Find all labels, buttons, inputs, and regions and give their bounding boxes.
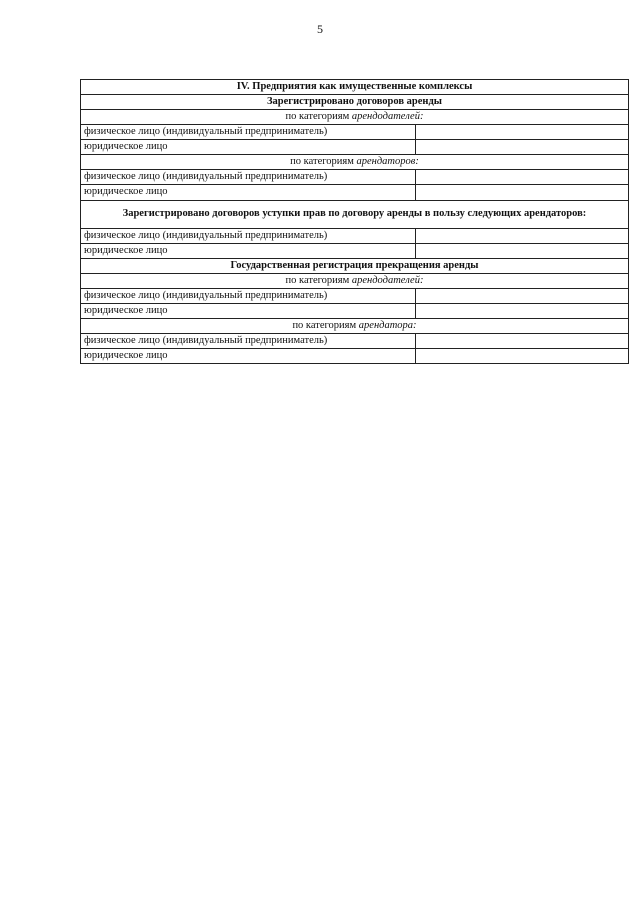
category-subheader	[81, 155, 629, 170]
row-value-cell	[416, 349, 629, 364]
table-row	[81, 303, 629, 318]
row-value-cell	[416, 140, 629, 155]
category-prefix: по категориям	[292, 319, 359, 331]
row-label: физическое лицо (индивидуальный предприниматель)	[81, 125, 416, 140]
row-label: юридическое лицо	[81, 140, 416, 155]
row-value-cell	[416, 185, 629, 200]
row-value-cell	[416, 170, 629, 185]
category-type: арендатора:	[358, 319, 417, 331]
section-header-row	[81, 95, 629, 110]
section-header-row	[81, 258, 629, 273]
category-subheader-row	[81, 110, 629, 125]
section-header-row	[81, 200, 629, 228]
row-label: юридическое лицо	[81, 349, 416, 364]
table-row	[81, 243, 629, 258]
row-label: физическое лицо (индивидуальный предприниматель)	[81, 170, 416, 185]
category-subheader	[81, 110, 629, 125]
category-type: арендаторов:	[356, 156, 419, 168]
table-row	[81, 349, 629, 364]
category-prefix: по категориям	[285, 274, 352, 286]
table-row	[81, 333, 629, 348]
category-prefix: по категориям	[285, 111, 352, 123]
row-label: юридическое лицо	[81, 185, 416, 200]
table-row	[81, 170, 629, 185]
category-subheader	[81, 318, 629, 333]
page-number: 5	[317, 22, 323, 36]
section-header: Зарегистрировано договоров уступки прав по договору аренды в пользу следующих арендаторов:	[81, 200, 629, 228]
table-row	[81, 140, 629, 155]
category-subheader	[81, 273, 629, 288]
row-value-cell	[416, 125, 629, 140]
section-header: Зарегистрировано договоров аренды	[81, 95, 629, 110]
section-header: IV. Предприятия как имущественные комплексы	[81, 80, 629, 95]
row-label: юридическое лицо	[81, 303, 416, 318]
section-header-row	[81, 80, 629, 95]
category-type: арендодателей:	[351, 274, 424, 286]
row-label: физическое лицо (индивидуальный предприниматель)	[81, 288, 416, 303]
row-label: юридическое лицо	[81, 243, 416, 258]
table-row	[81, 185, 629, 200]
row-value-cell	[416, 303, 629, 318]
category-subheader-row	[81, 155, 629, 170]
table-row	[81, 125, 629, 140]
section-header: Государственная регистрация прекращения аренды	[81, 258, 629, 273]
row-label: физическое лицо (индивидуальный предприниматель)	[81, 333, 416, 348]
row-value-cell	[416, 228, 629, 243]
table-row	[81, 228, 629, 243]
category-prefix: по категориям	[290, 156, 357, 168]
row-value-cell	[416, 333, 629, 348]
category-subheader-row	[81, 318, 629, 333]
lease-registration-table	[80, 79, 629, 364]
table-row	[81, 288, 629, 303]
category-type: арендодателей:	[351, 111, 424, 123]
row-label: физическое лицо (индивидуальный предприниматель)	[81, 228, 416, 243]
row-value-cell	[416, 243, 629, 258]
row-value-cell	[416, 288, 629, 303]
category-subheader-row	[81, 273, 629, 288]
